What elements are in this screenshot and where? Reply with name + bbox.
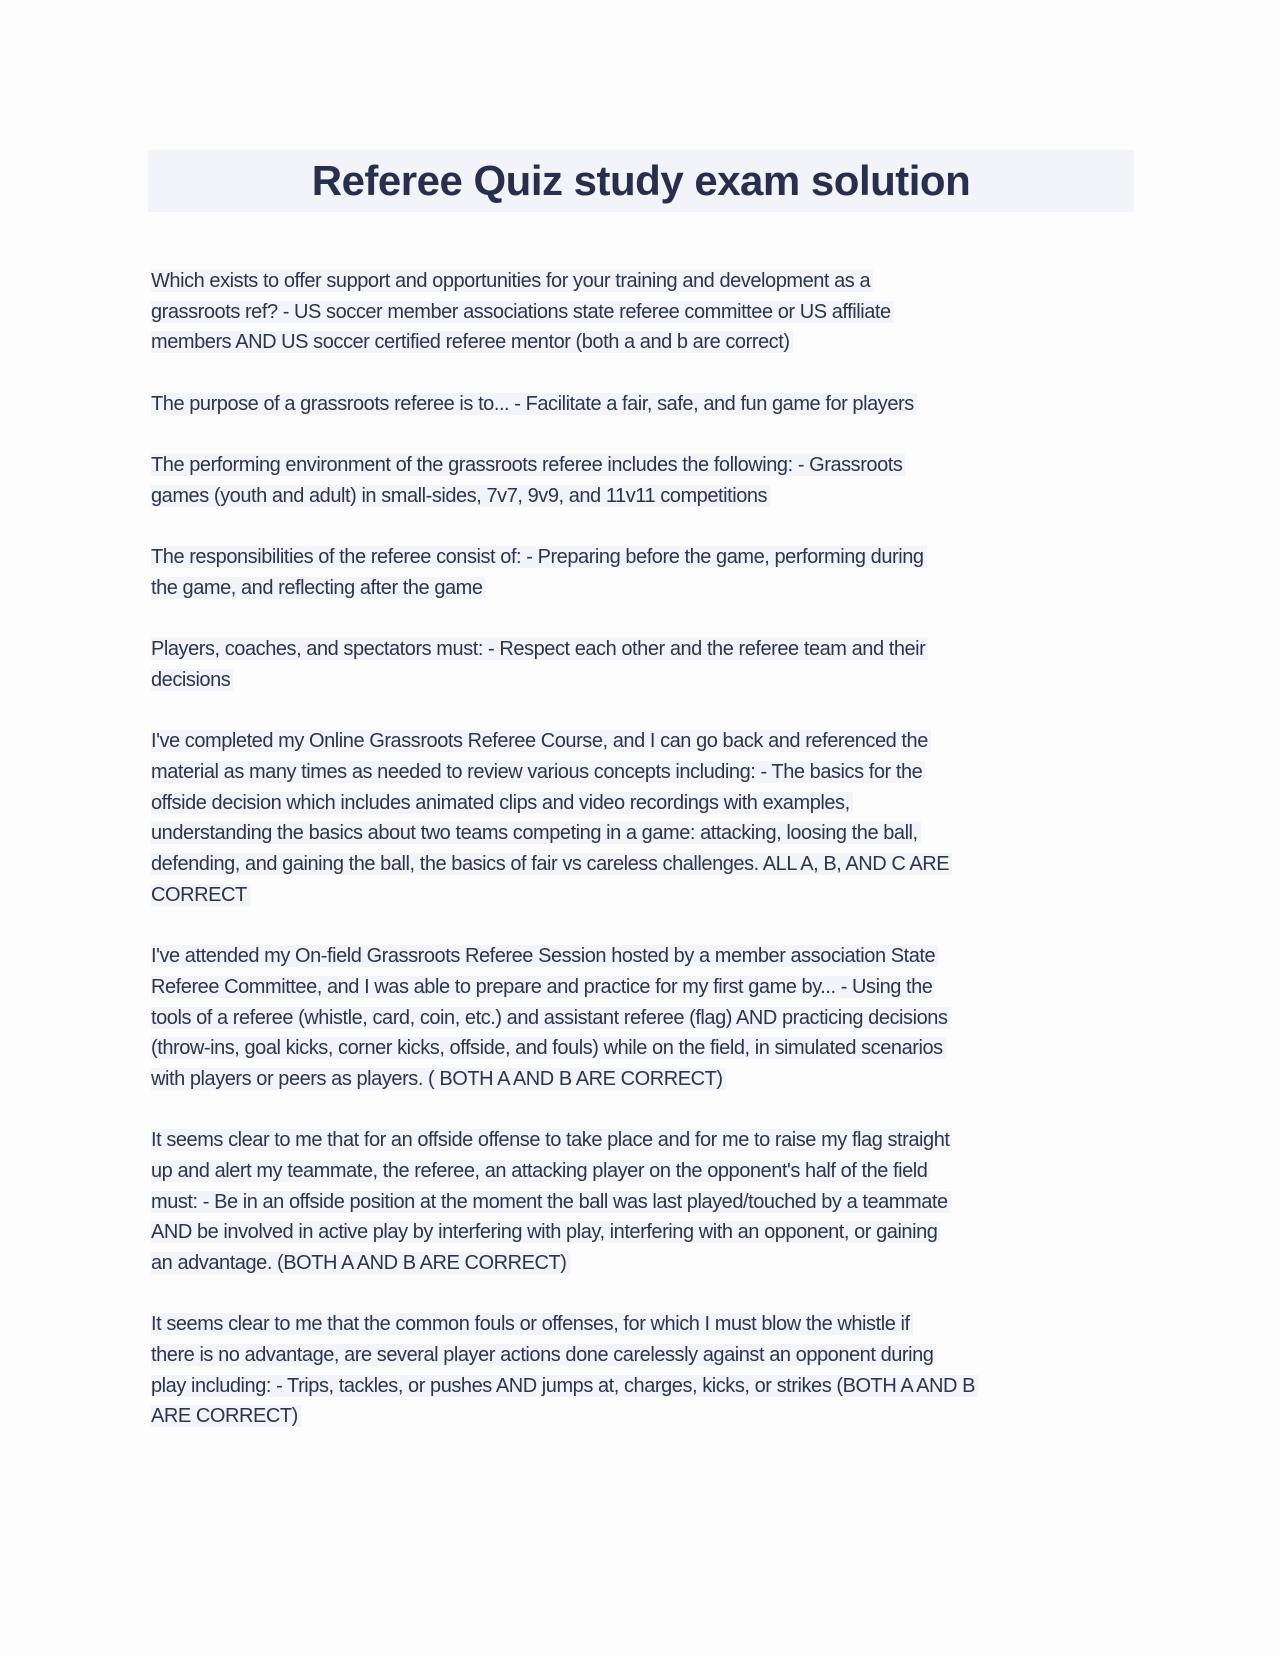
text-line bbox=[151, 1064, 1151, 1095]
text-line bbox=[151, 1371, 1151, 1402]
text-line-content: (throw-ins, goal kicks, corner kicks, offside, and fouls) while on the field, in simulated scenarios bbox=[151, 1037, 946, 1059]
text-line bbox=[151, 757, 1151, 788]
text-line-content: grassroots ref? - US soccer member associations state referee committee or US affiliate bbox=[151, 301, 894, 323]
text-line-content: AND be involved in active play by interfering with play, interfering with an opponent, or gaining bbox=[151, 1221, 940, 1243]
text-line bbox=[151, 1187, 1151, 1218]
text-line-content: I've attended my On-field Grassroots Referee Session hosted by a member association State bbox=[151, 945, 938, 967]
text-line-content: play including: - Trips, tackles, or pushes AND jumps at, charges, kicks, or strikes (BOTH A AND B bbox=[151, 1375, 978, 1397]
qa-paragraph bbox=[151, 726, 1151, 910]
text-line bbox=[151, 1401, 1151, 1432]
qa-paragraph bbox=[151, 266, 1151, 358]
text-line-content: Players, coaches, and spectators must: - Respect each other and the referee team and their bbox=[151, 638, 928, 660]
title-banner bbox=[148, 150, 1134, 212]
text-line-content: an advantage. (BOTH A AND B ARE CORRECT) bbox=[151, 1252, 570, 1274]
text-line bbox=[151, 297, 1151, 328]
document-title: Referee Quiz study exam solution bbox=[311, 157, 971, 204]
text-line-content: The purpose of a grassroots referee is to... - Facilitate a fair, safe, and fun game for players bbox=[151, 393, 917, 415]
text-line-content: the game, and reflecting after the game bbox=[151, 577, 486, 599]
text-line-content: CORRECT bbox=[151, 884, 250, 906]
text-line-content: members AND US soccer certified referee mentor (both a and b are correct) bbox=[151, 331, 793, 353]
text-line bbox=[151, 450, 1151, 481]
text-line-content: I've completed my Online Grassroots Referee Course, and I can go back and referenced the bbox=[151, 730, 931, 752]
text-line-content: decisions bbox=[151, 669, 233, 691]
text-line bbox=[151, 849, 1151, 880]
text-line bbox=[151, 389, 1151, 420]
text-line-content: up and alert my teammate, the referee, an attacking player on the opponent's half of the field bbox=[151, 1160, 930, 1182]
text-line-content: there is no advantage, are several player actions done carelessly against an opponent during bbox=[151, 1344, 936, 1366]
text-line bbox=[151, 1033, 1151, 1064]
text-line-content: It seems clear to me that the common fouls or offenses, for which I must blow the whistle if bbox=[151, 1313, 913, 1335]
text-line-content: ARE CORRECT) bbox=[151, 1405, 301, 1427]
text-line bbox=[151, 1003, 1151, 1034]
text-line bbox=[151, 941, 1151, 972]
text-line-content: The responsibilities of the referee consist of: - Preparing before the game, performing during bbox=[151, 546, 927, 568]
text-line bbox=[151, 818, 1151, 849]
qa-paragraph bbox=[151, 450, 1151, 511]
text-line bbox=[151, 327, 1151, 358]
text-line-content: defending, and gaining the ball, the basics of fair vs careless challenges. ALL A, B, AND C ARE bbox=[151, 853, 952, 875]
text-line bbox=[151, 1340, 1151, 1371]
text-line-content: offside decision which includes animated clips and video recordings with examples, bbox=[151, 792, 853, 814]
qa-paragraph bbox=[151, 941, 1151, 1094]
qa-paragraph bbox=[151, 634, 1151, 695]
text-line-content: Which exists to offer support and opportunities for your training and development as a bbox=[151, 270, 873, 292]
text-line bbox=[151, 1217, 1151, 1248]
qa-paragraph bbox=[151, 389, 1151, 420]
text-line bbox=[151, 542, 1151, 573]
text-line bbox=[151, 634, 1151, 665]
text-line bbox=[151, 665, 1151, 696]
text-line-content: must: - Be in an offside position at the moment the ball was last played/touched by a teammate bbox=[151, 1191, 951, 1213]
text-line-content: It seems clear to me that for an offside offense to take place and for me to raise my flag straight bbox=[151, 1129, 952, 1151]
text-line bbox=[151, 1309, 1151, 1340]
text-line bbox=[151, 1156, 1151, 1187]
text-line bbox=[151, 972, 1151, 1003]
text-line bbox=[151, 726, 1151, 757]
text-line-content: The performing environment of the grassroots referee includes the following: - Grassroots bbox=[151, 454, 905, 476]
qa-paragraph bbox=[151, 1309, 1151, 1432]
text-line bbox=[151, 266, 1151, 297]
text-line-content: understanding the basics about two teams competing in a game: attacking, loosing the ball, bbox=[151, 822, 921, 844]
text-line bbox=[151, 788, 1151, 819]
qa-paragraph bbox=[151, 542, 1151, 603]
qa-paragraph bbox=[151, 1125, 1151, 1278]
text-line bbox=[151, 880, 1151, 911]
text-line bbox=[151, 481, 1151, 512]
text-line-content: tools of a referee (whistle, card, coin, etc.) and assistant referee (flag) AND practicing decisions bbox=[151, 1007, 951, 1029]
text-line bbox=[151, 1125, 1151, 1156]
document-body bbox=[151, 266, 1151, 1463]
text-line bbox=[151, 573, 1151, 604]
text-line-content: Referee Committee, and I was able to prepare and practice for my first game by... - Using the bbox=[151, 976, 935, 998]
text-line-content: material as many times as needed to review various concepts including: - The basics for the bbox=[151, 761, 925, 783]
text-line-content: with players or peers as players. ( BOTH A AND B ARE CORRECT) bbox=[151, 1068, 726, 1090]
text-line bbox=[151, 1248, 1151, 1279]
text-line-content: games (youth and adult) in small-sides, 7v7, 9v9, and 11v11 competitions bbox=[151, 485, 770, 507]
